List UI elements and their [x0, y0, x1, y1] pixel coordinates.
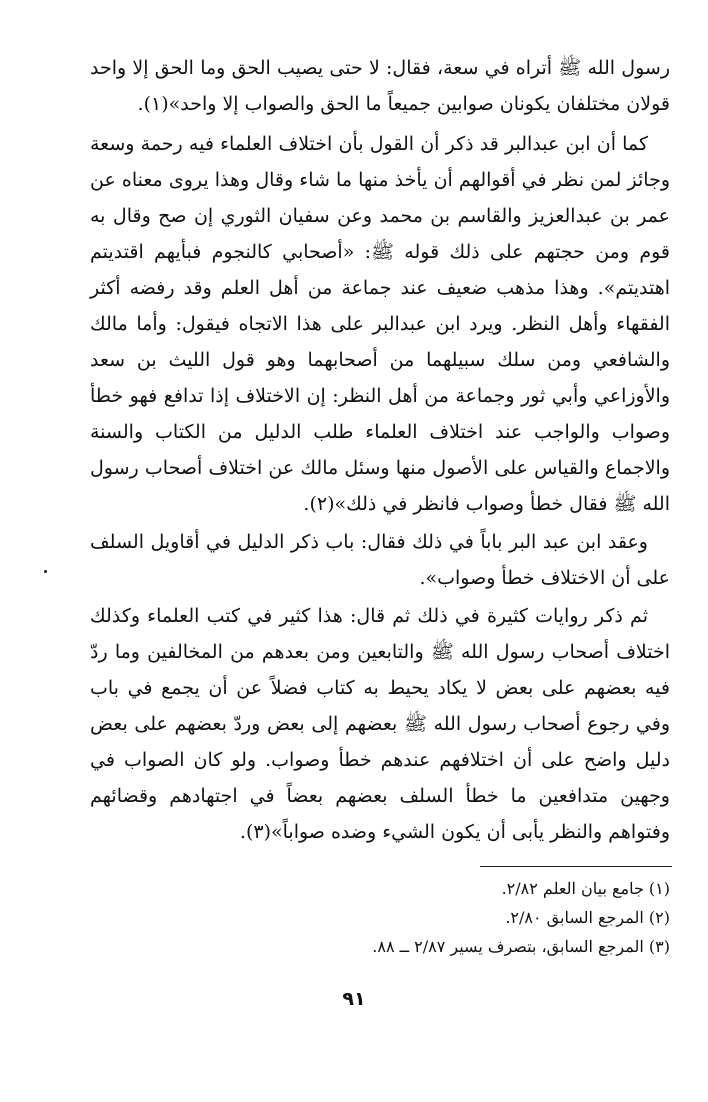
paragraph-bab-dalil: وعقد ابن عبد البر باباً في ذلك فقال: باب ذكر الدليل في أقاويل السلف على أن الاختلاف خطأ وصواب». [90, 531, 670, 589]
paragraph-riwayat: ثم ذكر روايات كثيرة في ذلك ثم قال: هذا كثير في كتب العلماء وكذلك اختلاف أصحاب رسول الله ﷺ والتابعين ومن بعدهم من المخالفين وما ردّ فيه بعضهم على بعض لا يكاد يحيط به كتاب فضلاً عن أن يجمع في باب وفي رجوع أصحاب رسول الله ﷺ بعضهم إلى بعض وردّ بعضهم على بعض دليل واضح على أن اختلافهم عندهم خطأ وصواب. ولو كان الصواب في وجهين متدافعين ما خطأ السلف بعضهم بعضاً في اجتهادهم وقضائهم وفتواهم والنظر يأبى أن يكون الشيء وضده صواباً»(٣). [90, 605, 670, 843]
paragraph-ibn-abdulbarr: كما أن ابن عبدالبر قد ذكر أن القول بأن اختلاف العلماء فيه رحمة وسعة وجائز لمن نظر في أقوالهم أن يأخذ منها ما شاء وقال وهذا يروى معناه عن عمر بن عبدالعزيز والقاسم بن محمد وعن سفيان الثوري إن صح وقال به قوم ومن حجتهم على ذلك قوله ﷺ: «أصحابي كالنجوم فبأيهم اقتديتم اهتديتم». وهذا مذهب ضعيف عند جماعة من أهل العلم وقد رفضه أكثر الفقهاء وأهل النظر. ويرد ابن عبدالبر على هذا الاتجاه فيقول: وأما مالك والشافعي ومن سلك سبيلهما من أصحابهما وهو قول الليث بن سعد والأوزاعي وأبي ثور وجماعة من أهل النظر: إن الاختلاف إذا تدافع فهو خطأ وصواب والواجب عند اختلاف العلماء طلب الدليل من الكتاب والسنة والاجماع والقياس على الأصول منها وسئل مالك عن اختلاف أصحاب رسول الله ﷺ فقال خطأ وصواب فانظر في ذلك»(٢). [90, 133, 671, 515]
footnote-divider [480, 866, 672, 867]
ink-speck [44, 570, 47, 573]
footnote-1: (١) جامع بيان العلم ٢/٨٢. [501, 879, 670, 898]
paragraph-continuation: رسول الله ﷺ أتراه في سعة، فقال: لا حتى يصيب الحق وما الحق إلا واحد قولان مختلفان يكونان صوابين جميعاً ما الحق والصواب إلا واحد»(١). [90, 57, 670, 115]
footnotes-list [300, 874, 670, 961]
footnote-3: (٣) المرجع السابق، بتصرف يسير ٢/٨٧ ــ ٨٨. [372, 937, 670, 956]
footnote-2: (٢) المرجع السابق ٢/٨٠. [505, 908, 670, 927]
page-number: ٩١ [342, 988, 366, 1010]
